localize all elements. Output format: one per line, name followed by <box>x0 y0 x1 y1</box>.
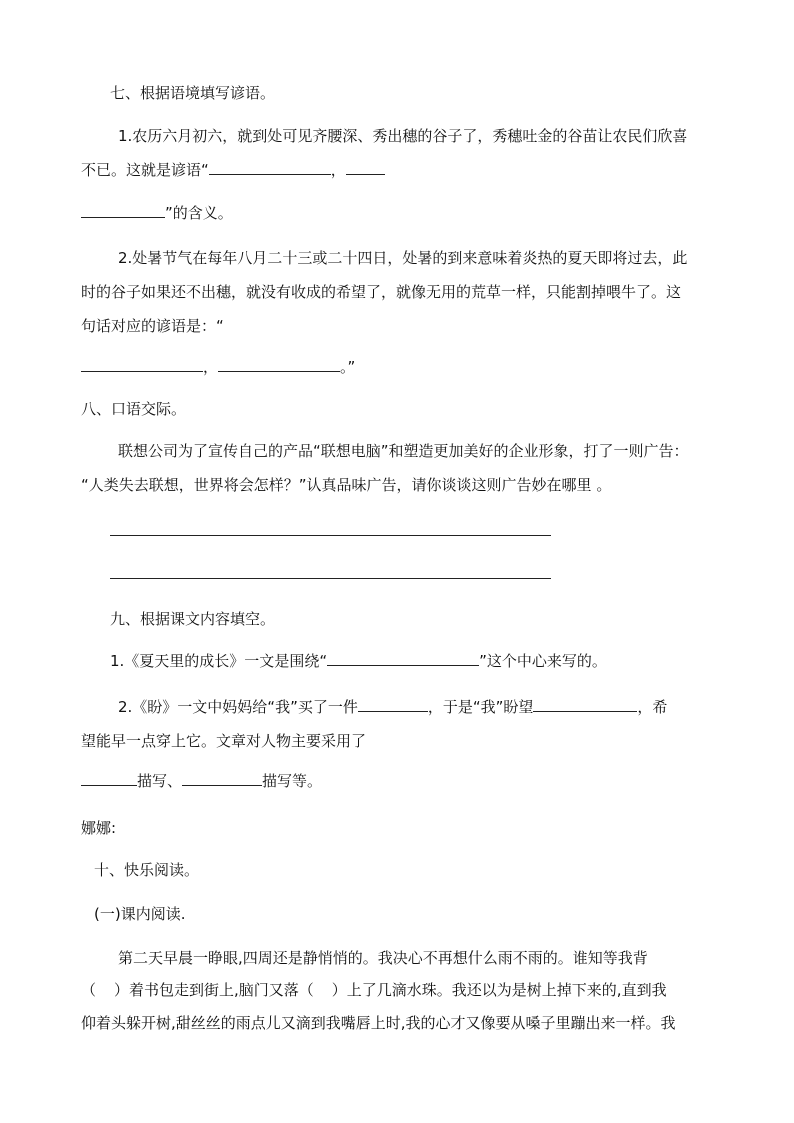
proverb-blank-4[interactable] <box>218 357 340 372</box>
s7-q2-line1: 2.处暑节气在每年八月二十三或二十四日，处暑的到来意味着炎热的夏天即将过去，此 <box>118 249 688 267</box>
proverb-blank-2a[interactable] <box>346 160 385 175</box>
description-blank-1[interactable] <box>81 771 137 786</box>
s9-q2-a: 2.《盼》一文中妈妈给“我”买了一件 <box>118 698 358 716</box>
section-7-heading: 七、根据语境填写谚语。 <box>110 84 276 102</box>
s9-q2-line1 <box>118 697 667 717</box>
s9-q2-b: ，于是“我”盼望 <box>427 698 534 716</box>
name-label: 娜娜: <box>81 819 117 837</box>
proverb-blank-2b[interactable] <box>81 203 165 218</box>
s7-q1-line2 <box>81 160 385 180</box>
s9-q1 <box>110 651 607 671</box>
s9-q1-post: ”这个中心来写的。 <box>479 652 607 670</box>
description-blank-2[interactable] <box>182 771 262 786</box>
s9-q1-text: 1.《夏天里的成长》一文是围绕“ <box>110 652 328 670</box>
center-theme-blank[interactable] <box>327 651 479 666</box>
s8-line2: “人类失去联想，世界将会怎样？”认真品味广告，请你谈谈这则广告妙在哪里 。 <box>81 476 612 494</box>
proverb-blank-1[interactable] <box>209 160 331 175</box>
s7-q2-end: 。” <box>340 358 356 376</box>
s7-q2-line2: 时的谷子如果还不出穗，就没有收成的希望了，就像无用的荒草一样，只能割掉喂牛了。这 <box>81 283 682 301</box>
s10-passage-line1: 第二天早晨一睁眼,四周还是静悄悄的。我决心不再想什么雨不雨的。谁知等我背 <box>118 949 648 967</box>
s8-line1: 联想公司为了宣传自己的产品“联想电脑”和塑造更加美好的企业形象，打了一则广告： <box>118 442 689 460</box>
s7-q1-line3 <box>81 203 233 223</box>
answer-line-2[interactable] <box>110 578 551 579</box>
s7-q2-comma: ， <box>203 358 219 376</box>
s7-q1-line3-text: ”的含义。 <box>165 204 233 222</box>
proverb-blank-3[interactable] <box>81 357 203 372</box>
s10-subheading: (一)课内阅读. <box>94 905 186 923</box>
section-10-heading: 十、快乐阅读。 <box>94 861 200 879</box>
paren-open-1: （ <box>81 981 97 999</box>
s7-q1-line1: 1.农历六月初六，就到处可见齐腰深、秀出穗的谷子了，秀穗吐金的谷苗让农民们欣喜 <box>118 127 688 145</box>
s10-passage-line3: 仰着头躲开树,甜丝丝的雨点儿又滴到我嘴唇上时,我的心才又像要从嗓子里蹦出来一样。我 <box>81 1014 676 1032</box>
s9-q2-line3 <box>81 771 322 791</box>
answer-line-1[interactable] <box>110 535 551 536</box>
s7-q2-line4 <box>81 357 355 377</box>
s9-q2-end: 描写等。 <box>262 772 323 790</box>
s9-q2-mid: 描写、 <box>137 772 183 790</box>
section-8-heading: 八、口语交际。 <box>81 400 187 418</box>
item-blank[interactable] <box>358 697 428 712</box>
s10-p2-mid: ）着书包走到街上,脑门又落（ <box>114 981 314 999</box>
hope-blank[interactable] <box>533 697 637 712</box>
s9-q2-line2: 望能早一点穿上它。文章对人物主要采用了 <box>81 732 367 750</box>
s7-q1-comma: ， <box>330 161 346 179</box>
s10-p2-end: ）上了几滴水珠。我还以为是树上掉下来的,直到我 <box>331 981 667 999</box>
s7-q2-line3: 句话对应的谚语是：“ <box>81 317 224 335</box>
s7-q1-line2-text: 不已。这就是谚语“ <box>81 161 209 179</box>
s10-passage-line2 <box>81 980 667 1000</box>
s9-q2-c: ，希 <box>637 698 668 716</box>
section-9-heading: 九、根据课文内容填空。 <box>110 610 276 628</box>
